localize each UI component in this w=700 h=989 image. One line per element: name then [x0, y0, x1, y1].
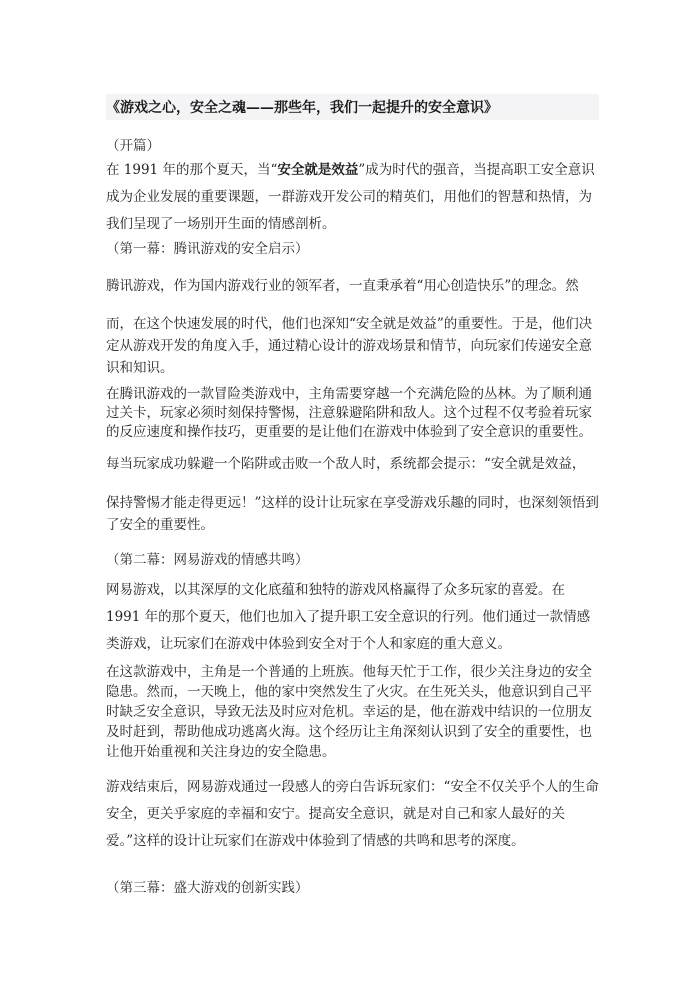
act3-heading: （第三幕：盛大游戏的创新实践） — [106, 880, 309, 896]
opening-paragraph — [106, 157, 599, 238]
opening-text-bold: 安全就是效益 — [277, 162, 359, 178]
act2-heading: （第二幕：网易游戏的情感共鸣） — [106, 552, 309, 568]
document-title: 《游戏之心，安全之魂——那些年，我们一起提升的安全意识》 — [106, 94, 599, 120]
act1-paragraph-4: 每当玩家成功躲避一个陷阱或击败一个敌人时，系统都会提示：“安全就是效益， — [106, 456, 586, 472]
act2-paragraph-2: 在这款游戏中，主角是一个普通的上班族。他每天忙于工作，很少关注身边的安全隐患。然而，一天晚上，他的家中突然发生了火灾。在生死关头，他意识到自己平时缺乏安全意识，导致无法及时应对危机。幸运的是，他在游戏中结识的一位朋友及时赶到，帮助他成功逃离火海。这个经历让主角深刻认识到了安全的重要性，也让他开始重视和关注身边的安全隐患。 — [106, 664, 592, 760]
act1-heading: （第一幕：腾讯游戏的安全启示） — [106, 241, 309, 257]
act1-paragraph-2: 而，在这个快速发展的时代，他们也深知“安全就是效益”的重要性。于是，他们决定从游戏开发的角度入手，通过精心设计的游戏场景和情节，向玩家们传递安全意识和知识。 — [106, 316, 593, 376]
act1-paragraph-1: 腾讯游戏，作为国内游戏行业的领军者，一直秉承着“用心创造快乐”的理念。然 — [106, 278, 579, 294]
act1-paragraph-5: 保持警惕才能走得更远！”这样的设计让玩家在享受游戏乐趣的同时，也深刻领悟到了安全的重要性。 — [106, 495, 599, 533]
act2-paragraph-1: 网易游戏，以其深厚的文化底蕴和独特的游戏风格赢得了众多玩家的喜爱。在 1991 年的那个夏天，他们也加入了提升职工安全意识的行列。他们通过一款情感类游戏，让玩家们在游戏中体验到安全对于个人和家庭的重大意义。 — [106, 582, 591, 652]
opening-heading: （开篇） — [106, 138, 160, 154]
opening-text-after: ”成为时代的强音，当提高职工安全意识成为企业发展的重要课题，一群游戏开发公司的精英们，用他们的智慧和热情，为我们呈现了一场别开生面的情感剖析。 — [106, 162, 595, 232]
act1-paragraph-3: 在腾讯游戏的一款冒险类游戏中，主角需要穿越一个充满危险的丛林。为了顺利通过关卡，玩家必须时刻保持警惕，注意躲避陷阱和敌人。这个过程不仅考验着玩家的反应速度和操作技巧，更重要的是让他们在游戏中体验到了安全意识的重要性。 — [106, 386, 592, 440]
opening-text-before: 在 1991 年的那个夏天，当“ — [106, 162, 278, 178]
act2-paragraph-3: 游戏结束后，网易游戏通过一段感人的旁白告诉玩家们：“安全不仅关乎个人的生命安全，更关乎家庭的幸福和安宁。提高安全意识，就是对自己和家人最好的关爱。”这样的设计让玩家们在游戏中体验到了情感的共鸣和思考的深度。 — [106, 779, 599, 849]
